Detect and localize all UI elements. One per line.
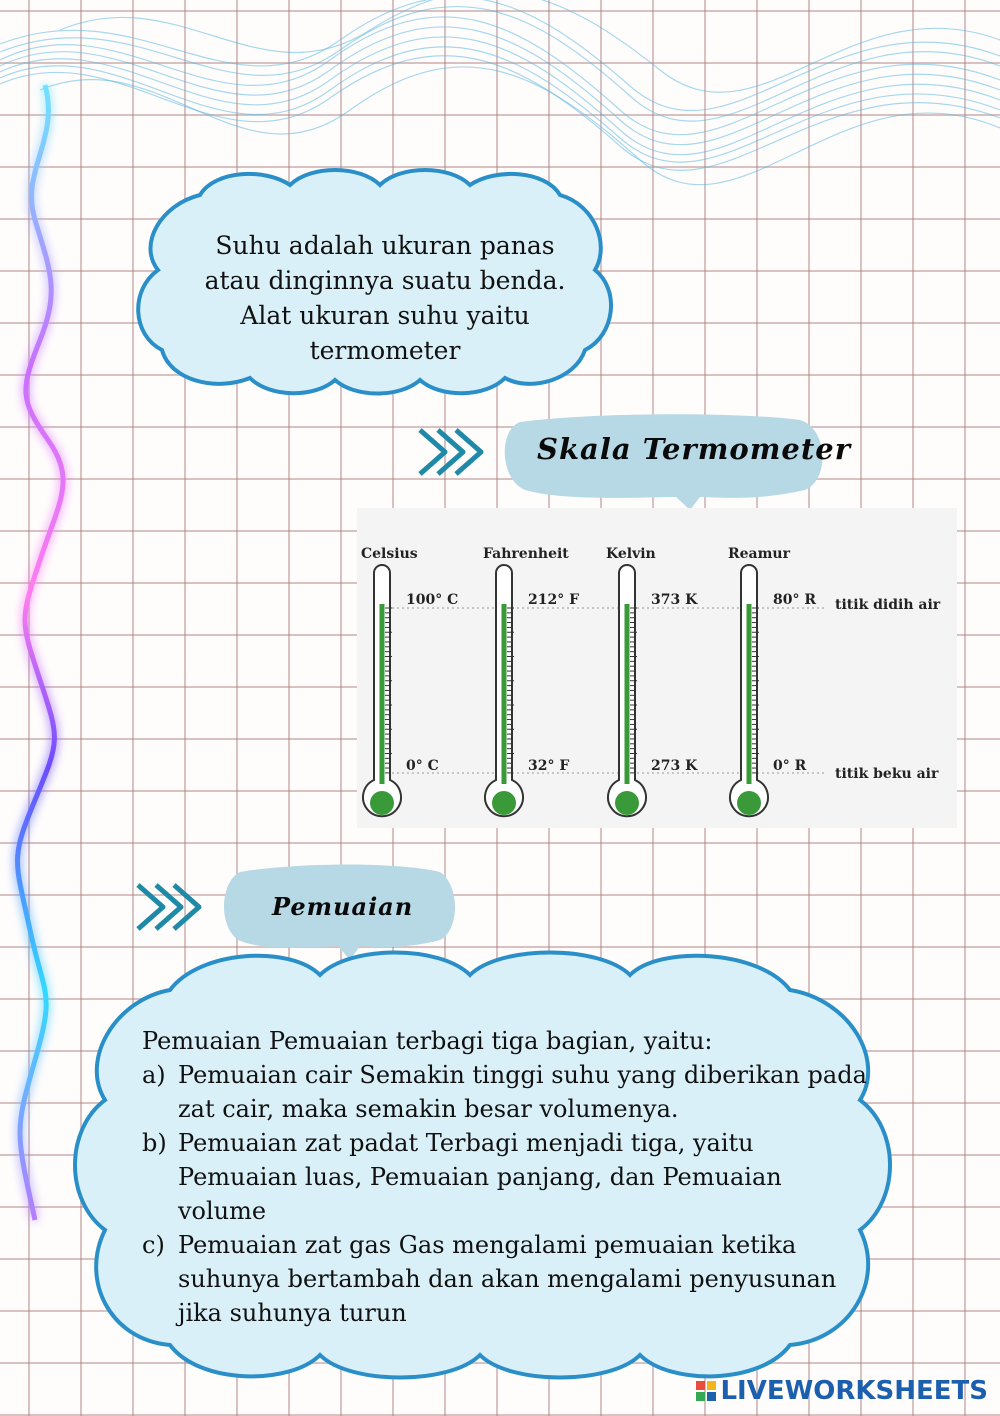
list-marker: b) [142,1129,167,1157]
freezing-point-label: 0° C [406,758,439,774]
boiling-point-label: 100° C [406,592,459,608]
freezing-point-label: 273 K [651,758,698,774]
intro-line: atau dinginnya suatu benda. [204,266,566,295]
list-item [142,1058,872,1126]
thermometer-name: Fahrenheit [483,546,569,562]
pemuaian-text [142,1024,872,1330]
pemuaian-intro: Pemuaian Pemuaian terbagi tiga bagian, yaitu: [142,1027,713,1055]
thermometer-name: Reamur [728,546,790,562]
liveworksheets-mark-icon [696,1381,716,1401]
boiling-point-label: 80° R [773,592,816,608]
list-marker: a) [142,1061,166,1089]
freezing-reference-label: titik beku air [835,766,939,782]
list-marker: c) [142,1231,165,1259]
intro-line: Suhu adalah ukuran panas [215,231,555,260]
boiling-reference-label: titik didih air [835,597,941,613]
thermometer-name: Celsius [361,546,418,562]
list-item [142,1126,872,1228]
freezing-point-label: 0° R [773,758,807,774]
intro-line: termometer [309,336,461,365]
boiling-point-label: 373 K [651,592,698,608]
intro-line: Alat ukuran suhu yaitu [240,301,530,330]
thermometer-name: Kelvin [606,546,656,562]
list-item [142,1228,872,1330]
boiling-point-label: 212° F [528,592,580,608]
freezing-point-label: 32° F [528,758,570,774]
section-title-skala: Skala Termometer [537,432,852,466]
list-item-text: Pemuaian cair Semakin tinggi suhu yang diberikan pada zat cair, maka semakin besar volumenya. [178,1061,867,1123]
list-item-text: Pemuaian zat gas Gas mengalami pemuaian ketika suhunya bertambah dan akan mengalami penyusunan jika suhunya turun [178,1231,837,1327]
pemuaian-list [142,1058,872,1330]
list-item-text: Pemuaian zat padat Terbagi menjadi tiga, yaitu Pemuaian luas, Pemuaian panjang, dan Pemuaian volume [178,1129,782,1225]
liveworksheets-logo[interactable] [696,1376,988,1406]
section-title-pemuaian: Pemuaian [272,892,414,921]
brand-name: LIVEWORKSHEETS [720,1376,988,1406]
